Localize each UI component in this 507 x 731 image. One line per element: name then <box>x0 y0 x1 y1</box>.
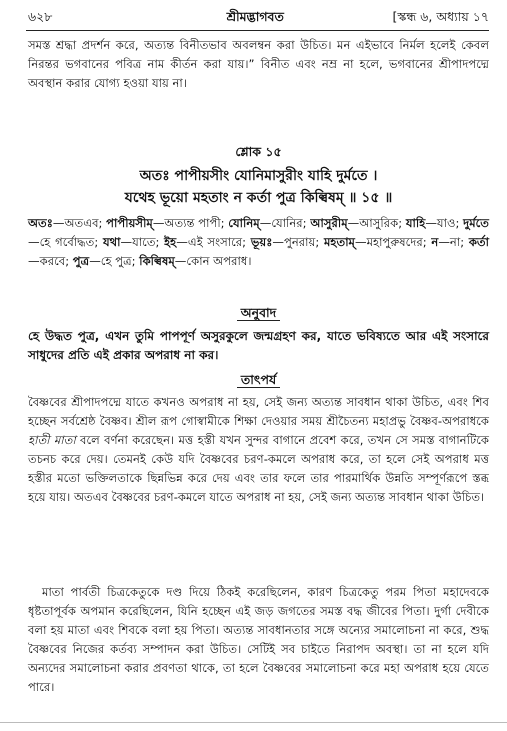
synonym-word: ন <box>431 235 439 249</box>
synonym-word: যথা <box>102 235 121 249</box>
book-title: শ্রীমদ্ভাগবত <box>226 9 284 24</box>
purport-heading <box>28 372 489 392</box>
synonym-meaning: —যোনির; <box>259 216 311 230</box>
synonym-word: মহতাম্ <box>323 235 355 249</box>
translation-text: হে উদ্ধত পুত্র, এখন তুমি পাপপূর্ণ অসুরকুলে জন্মগ্রহণ কর, যাতে ভবিষ্যতে আর এই সংসারে সাধুদের প্রতি এই প্রকার অপরাধ না কর। <box>28 329 489 362</box>
synonym-word: পাপীয়সীম্ <box>106 216 153 230</box>
synonym-meaning: —হে পুত্র; <box>89 254 140 268</box>
synonym-word: দুর্মতে <box>463 216 489 230</box>
sloka-line-2: যথেহ ভূয়ো মহতাং ন কর্তা পুত্র কিল্বিষম্ ॥ ১৫ ॥ <box>124 190 393 206</box>
synonym-meaning: —অত্যন্ত পাপী; <box>152 216 229 230</box>
synonym-word: আসুরীম্ <box>310 216 348 230</box>
footer-rule <box>0 722 507 723</box>
synonym-meaning: —আসুরিক; <box>347 216 406 230</box>
synonym-meaning: —পুনরায়; <box>272 235 324 249</box>
synonym-word: যাহি <box>405 216 426 230</box>
synonym-meaning: —যাতে; <box>120 235 165 249</box>
synonym-word: কিল্বিষম্ <box>139 254 175 268</box>
page-header <box>28 8 489 30</box>
synonym-meaning: —অতএব; <box>52 216 107 230</box>
purport-paragraph-2: মাতা পার্বতী চিত্রকেতুকে দণ্ড দিয়ে ঠিকই করেছিলেন, কারণ চিত্রকেতু পরম পিতা মহাদেবকে ধৃষ্টতাপূর্বক অপমান করেছিলেন, যিনি হচ্ছেন এই জড় জগতের সমস্ত বদ্ধ জীবের পিতা। দুর্গা দেবীকে বলা হয় মাতা এবং শিবকে বলা হয় পিতা। অত্যন্ত সাবধানতার সঙ্গে অন্যের সমালোচনা না করে, শুদ্ধ বৈষ্ণবের নিজের কর্তব্য সম্পাদন করা উচিত। সেটিই সব চাইতে নিরাপদ অবস্থা। তা না হলে যদি অন্যদের সমালোচনা করার প্রবণতা থাকে, তা হলে বৈষ্ণবের সমালোচনা করে মহা অপরাধ হয়ে যেতে পারে। <box>28 585 489 694</box>
purport-p1-italic: হাতী মাতা <box>28 433 76 447</box>
purport-paragraph-1 <box>28 393 489 507</box>
synonym-word: পুত্র <box>72 254 90 268</box>
synonym-word: কর্তা <box>468 235 489 249</box>
synonym-word: যোনিম্ <box>228 216 260 230</box>
synonym-word: ইহ <box>164 235 177 249</box>
synonym-meaning: —কোন অপরাধ। <box>174 254 252 268</box>
sloka-heading: শ্লোক ১৫ <box>235 144 282 159</box>
synonym-meaning: —করবে; <box>28 254 73 268</box>
synonym-word: ভূয়ঃ <box>250 235 273 249</box>
synonym-meaning: —যাও; <box>425 216 464 230</box>
intro-paragraph: সমস্ত শ্রদ্ধা প্রদর্শন করে, অত্যন্ত বিনীতভাব অবলম্বন করা উচিত। মন এইভাবে নির্মল হলেই কেবল নিরন্তর ভগবানের পবিত্র নাম কীর্তন করা যায়।” বিনীত এবং নম্র না হলে, ভগবানের শ্রীপাদপদ্মে অবস্থান করার যোগ্য হওয়া যায় না। <box>28 38 489 90</box>
header-rule <box>26 30 489 31</box>
synonym-meaning: —না; <box>438 235 469 249</box>
purport-p1-text-b: বলে বর্ণনা করেছেন। মত্ত হস্তী যখন সুন্দর বাগানে প্রবেশ করে, তখন সে সমস্ত বাগানটিকে তচনচ করে দেয়। তেমনই কেউ যদি বৈষ্ণবের চরণ-কমলে অপরাধ করে, তা হলে সেই অপরাধ মত্ত হস্তীর মতো ভক্তিলতাকে ছিন্নভিন্ন করে দেয় এবং তার ফলে তার পারমার্থিক উন্নতি সম্পূর্ণরূপে স্তব্ধ হয়ে যায়। অতএব বৈষ্ণবের চরণ-কমলে যাতে অপরাধ না হয়, সেই জন্য অত্যন্ত সাবধান থাকা উচিত। <box>28 433 490 504</box>
translation-heading <box>28 305 489 325</box>
canto-reference: [স্কন্ধ ৬, অধ্যায় ১৭ <box>392 9 489 24</box>
synonym-meaning: —মহাপুরুষদের; <box>355 235 432 249</box>
synonyms-block <box>28 214 489 271</box>
synonym-meaning: —এই সংসারে; <box>176 235 251 249</box>
synonym-word: অতঃ <box>28 216 53 230</box>
sloka-line-1: অতঃ পাপীয়সীং যোনিমাসুরীং যাহি দুর্মতে । <box>139 168 378 184</box>
page-number: ৬২৮ <box>28 9 53 24</box>
purport-heading-text: তাৎপর্য <box>237 372 280 388</box>
synonym-meaning: —হে গর্বোদ্ধত; <box>28 235 103 249</box>
purport-p1-text-a: বৈষ্ণবের শ্রীপাদপদ্মে যাতে কখনও অপরাধ না হয়, সেই জন্য অত্যন্ত সাবধান থাকা উচিত, এবং শিব হচ্ছেন সর্বশ্রেষ্ঠ বৈষ্ণব। শ্রীল রূপ গোস্বামীকে শিক্ষা দেওয়ার সময় শ্রীচৈতন্য মহাপ্রভু বৈষ্ণব-অপরাধকে <box>28 395 489 428</box>
translation-heading-text: অনুবাদ <box>237 305 280 321</box>
